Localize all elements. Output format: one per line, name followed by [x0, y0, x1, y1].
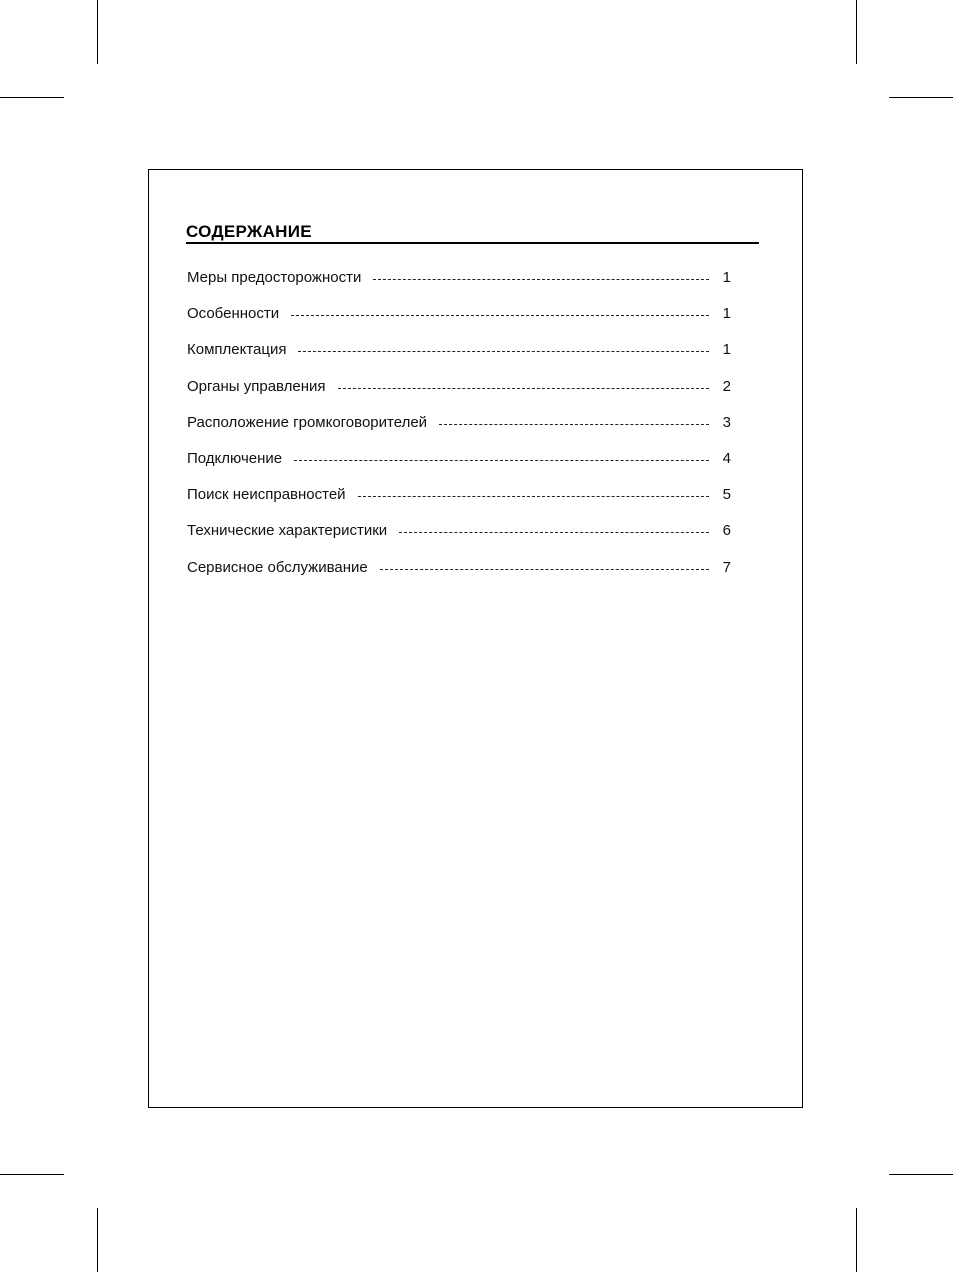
- toc-entry-page: 3: [722, 413, 731, 431]
- toc-entry-title: Расположение громкоговорителей: [187, 413, 428, 431]
- crop-mark: [97, 1208, 98, 1272]
- toc-entry[interactable]: [187, 302, 731, 338]
- toc-entry[interactable]: [187, 519, 731, 555]
- toc-entry-title: Технические характеристики: [187, 522, 388, 540]
- crop-mark: [856, 1208, 857, 1272]
- dot-leader: [358, 496, 709, 497]
- toc-entry[interactable]: [187, 556, 731, 592]
- toc-entry-page: 1: [722, 305, 731, 323]
- toc-entry-page: 7: [722, 558, 731, 576]
- toc-entry-page: 5: [722, 486, 731, 504]
- toc-entry-page: 1: [722, 269, 731, 286]
- toc-entry-title: Сервисное обслуживание: [187, 558, 368, 576]
- crop-mark: [0, 97, 64, 98]
- toc-entry-page: 6: [722, 522, 731, 540]
- crop-mark: [856, 0, 857, 64]
- toc-entry-title: Поиск неисправностей: [187, 486, 346, 504]
- toc-entry[interactable]: [187, 375, 731, 411]
- crop-mark: [889, 1174, 953, 1175]
- toc-entry[interactable]: [187, 447, 731, 483]
- crop-mark: [889, 97, 953, 98]
- dot-leader: [338, 388, 709, 389]
- crop-mark: [0, 1174, 64, 1175]
- dot-leader: [373, 279, 709, 280]
- crop-mark: [97, 0, 98, 64]
- dot-leader: [439, 424, 709, 425]
- toc-entry-title: Органы управления: [187, 377, 326, 395]
- toc-entry[interactable]: [187, 411, 731, 447]
- toc-entry-title: Комплектация: [187, 341, 287, 359]
- toc-heading: СОДЕРЖАНИЕ: [186, 222, 759, 244]
- toc-entry[interactable]: [187, 266, 731, 302]
- toc-entry[interactable]: [187, 483, 731, 519]
- toc-entry-page: 2: [722, 377, 731, 395]
- dot-leader: [399, 532, 709, 533]
- dot-leader: [380, 569, 709, 570]
- table-of-contents: [187, 266, 731, 592]
- toc-entry-title: Особенности: [187, 305, 280, 323]
- toc-entry-page: 1: [722, 341, 731, 359]
- toc-entry-title: Подключение: [187, 449, 283, 467]
- dot-leader: [294, 460, 709, 461]
- toc-entry-page: 4: [722, 449, 731, 467]
- toc-entry[interactable]: [187, 338, 731, 374]
- dot-leader: [298, 351, 709, 352]
- dot-leader: [291, 315, 709, 316]
- toc-entry-title: Меры предосторожности: [187, 269, 362, 286]
